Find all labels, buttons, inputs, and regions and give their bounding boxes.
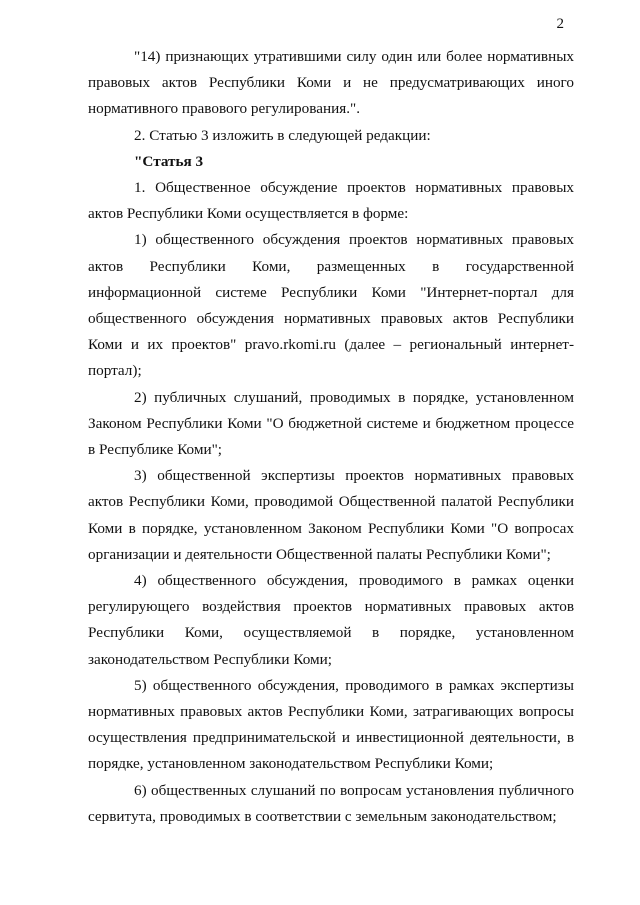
paragraph-subclause-5: 5) общественного обсуждения, проводимого в рамках экспертизы нормативных правовых актов Республики Коми, затрагивающих вопросы осуществления предпринимательской и инвестиционной деятельности, в порядке, установленном законодательством Республики Коми; [88,676,574,773]
paragraph-clause-1: 1. Общественное обсуждение проектов нормативных правовых актов Республики Коми осуществляется в форме: [88,179,574,223]
paragraph-amendment-article-3: 2. Статью 3 изложить в следующей редакции: [134,126,431,144]
paragraph-subclause-2: 2) публичных слушаний, проводимых в порядке, установленном Законом Республики Коми "О бюджетной системе и бюджетном процессе в Республике Коми"; [88,388,574,459]
paragraph-subclause-6: 6) общественных слушаний по вопросам установления публичного сервитута, проводимых в соответствии с земельным законодательством; [88,781,574,825]
paragraph-subclause-4: 4) общественного обсуждения, проводимого в рамках оценки регулирующего воздействия проектов нормативных правовых актов Республики Коми, осуществляемой в порядке, установленном законодательством Республики Коми; [88,572,574,668]
document-body [88,44,574,830]
paragraph-subclause-1: 1) общественного обсуждения проектов нормативных правовых актов Республики Коми, размещенных в государственной информационной системе Республики Коми "Интернет-портал для общественного обсуждения нормативных правовых актов Республики Коми и их проектов" pravo.rkomi.ru (далее – региональный интернет-портал); [88,231,574,380]
article-3-heading: "Статья 3 [134,152,204,170]
paragraph-item-14-closing: "14) признающих утратившими силу один или более нормативных правовых актов Республики Коми и не предусматривающих иного нормативного правового регулирования.". [88,48,574,118]
page-number: 2 [556,16,564,32]
paragraph-subclause-3: 3) общественной экспертизы проектов нормативных правовых актов Республики Коми, проводимой Общественной палатой Республики Коми в порядке, установленном Законом Республики Коми "О вопросах организации и деятельности Общественной палаты Республики Коми"; [88,467,574,563]
